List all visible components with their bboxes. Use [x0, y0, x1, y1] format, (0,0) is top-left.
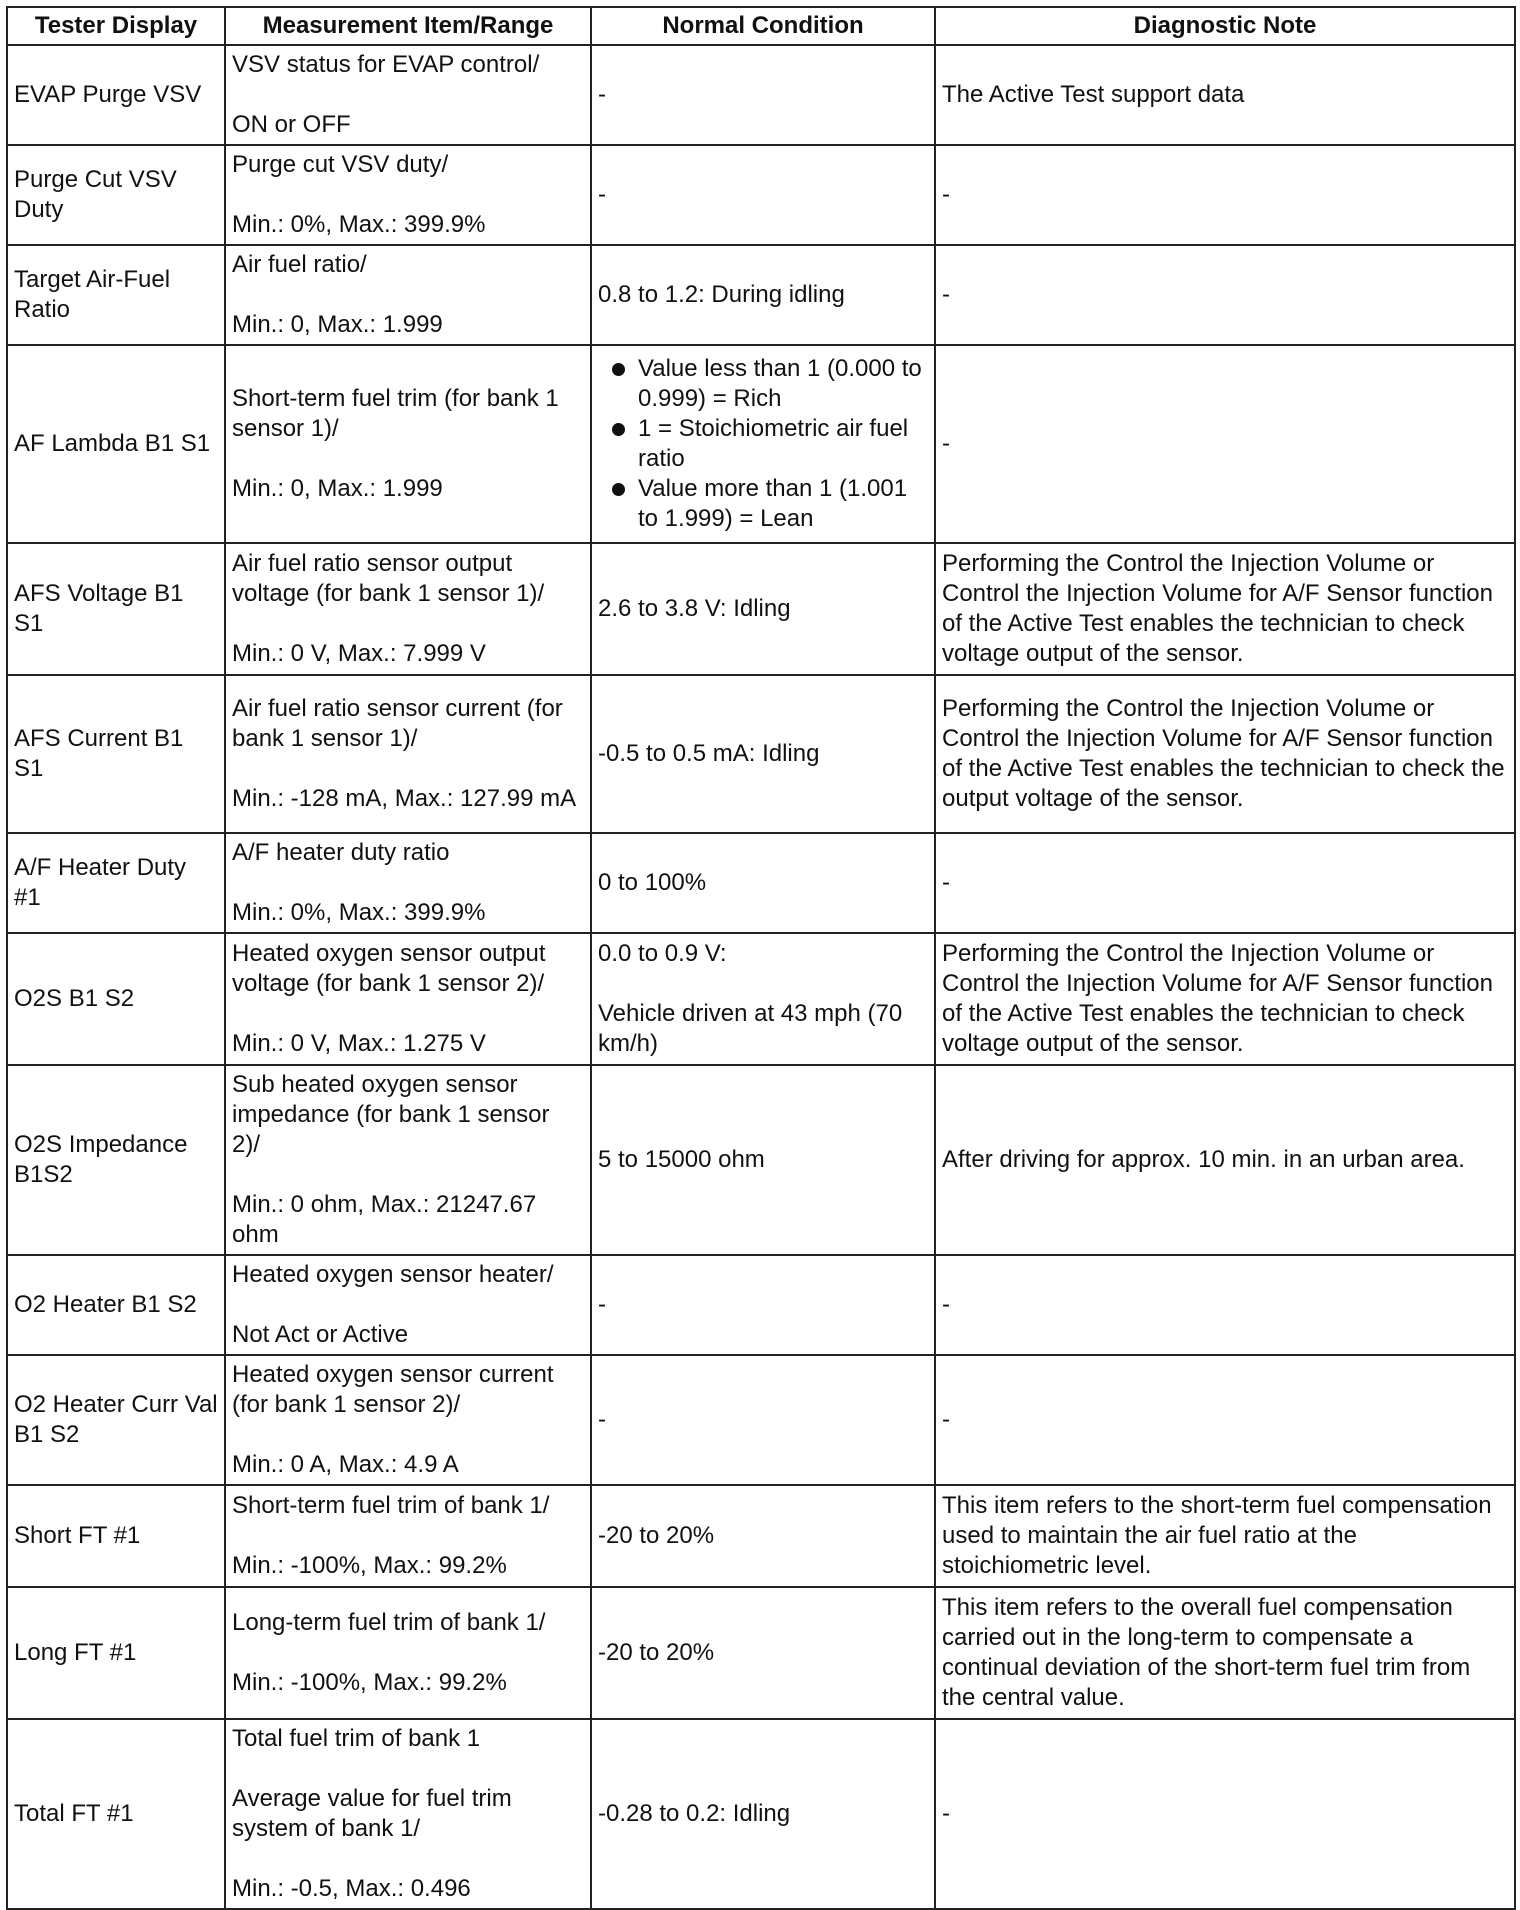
table-row [7, 675, 1515, 833]
tester-display-cell: Long FT #1 [7, 1587, 225, 1719]
tester-display-cell: Purge Cut VSV Duty [7, 145, 225, 245]
tester-display-cell: EVAP Purge VSV [7, 45, 225, 145]
diagnostic-note-cell: - [935, 1355, 1515, 1485]
measurement-line: ON or OFF [232, 111, 351, 138]
normal-condition-cell: -0.5 to 0.5 mA: Idling [591, 675, 935, 833]
normal-condition-cell: 0 to 100% [591, 833, 935, 933]
measurement-line: Min.: 0, Max.: 1.999 [232, 311, 443, 338]
tester-display-cell: Short FT #1 [7, 1485, 225, 1587]
normal-condition-cell: 2.6 to 3.8 V: Idling [591, 543, 935, 675]
table-row [7, 145, 1515, 245]
table-row [7, 543, 1515, 675]
data-list-table [6, 6, 1516, 1910]
condition-bullet-item: 1 = Stoichiometric air fuel ratio [598, 414, 928, 474]
measurement-cell [225, 245, 591, 345]
normal-condition-cell: - [591, 145, 935, 245]
header-normal-condition: Normal Condition [591, 7, 935, 45]
header-row [7, 7, 1515, 45]
measurement-line: Heated oxygen sensor output voltage (for bank 1 sensor 2)/ [232, 940, 546, 997]
measurement-line: Min.: 0 V, Max.: 1.275 V [232, 1030, 486, 1057]
measurement-cell [225, 543, 591, 675]
measurement-line: Min.: 0 ohm, Max.: 21247.67 ohm [232, 1191, 537, 1248]
tester-display-cell: O2S B1 S2 [7, 933, 225, 1065]
normal-condition-cell: - [591, 45, 935, 145]
measurement-line: Air fuel ratio sensor output voltage (for bank 1 sensor 1)/ [232, 550, 545, 607]
table-row [7, 1355, 1515, 1485]
measurement-line: Average value for fuel trim system of bank 1/ [232, 1785, 512, 1842]
normal-condition-cell: - [591, 1255, 935, 1355]
table-row [7, 1719, 1515, 1909]
table-row [7, 1255, 1515, 1355]
diagnostic-note-cell: - [935, 833, 1515, 933]
measurement-line: Not Act or Active [232, 1321, 409, 1348]
normal-condition-cell: -20 to 20% [591, 1587, 935, 1719]
measurement-line: Short-term fuel trim of bank 1/ [232, 1492, 550, 1519]
header-tester-display: Tester Display [7, 7, 225, 45]
measurement-line: Min.: 0 A, Max.: 4.9 A [232, 1451, 459, 1478]
tester-display-cell: Target Air-Fuel Ratio [7, 245, 225, 345]
measurement-line: Air fuel ratio sensor current (for bank 1 sensor 1)/ [232, 695, 563, 752]
measurement-line: Min.: -100%, Max.: 99.2% [232, 1552, 507, 1579]
measurement-cell [225, 145, 591, 245]
measurement-line: Sub heated oxygen sensor impedance (for bank 1 sensor 2)/ [232, 1071, 550, 1158]
measurement-cell [225, 345, 591, 543]
measurement-cell [225, 1065, 591, 1255]
diagnostic-note-cell: - [935, 345, 1515, 543]
diagnostic-note-cell: After driving for approx. 10 min. in an urban area. [935, 1065, 1515, 1255]
normal-condition-cell: -0.28 to 0.2: Idling [591, 1719, 935, 1909]
normal-condition-cell [591, 933, 935, 1065]
measurement-line: Min.: 0 V, Max.: 7.999 V [232, 640, 486, 667]
diagnostic-note-cell: Performing the Control the Injection Volume or Control the Injection Volume for A/F Sensor function of the Active Test enables the technician to check the output voltage of the sensor. [935, 675, 1515, 833]
tester-display-cell: AF Lambda B1 S1 [7, 345, 225, 543]
diagnostic-note-cell: - [935, 245, 1515, 345]
measurement-line: Min.: -100%, Max.: 99.2% [232, 1669, 507, 1696]
diagnostic-note-cell: - [935, 1719, 1515, 1909]
table-row [7, 833, 1515, 933]
measurement-line: Min.: 0%, Max.: 399.9% [232, 211, 486, 238]
table-row [7, 1065, 1515, 1255]
normal-condition-cell [591, 345, 935, 543]
table-row [7, 345, 1515, 543]
normal-condition-cell: 0.8 to 1.2: During idling [591, 245, 935, 345]
measurement-cell [225, 45, 591, 145]
measurement-cell [225, 675, 591, 833]
table-row [7, 933, 1515, 1065]
table-row [7, 1485, 1515, 1587]
table-row [7, 45, 1515, 145]
condition-line: 0.0 to 0.9 V: [598, 940, 727, 967]
measurement-line: Long-term fuel trim of bank 1/ [232, 1609, 546, 1636]
measurement-line: Min.: -128 mA, Max.: 127.99 mA [232, 785, 577, 812]
measurement-cell [225, 1719, 591, 1909]
measurement-cell [225, 1485, 591, 1587]
diagnostic-note-cell: Performing the Control the Injection Volume or Control the Injection Volume for A/F Sensor function of the Active Test enables the technician to check voltage output of the sensor. [935, 543, 1515, 675]
measurement-line: Total fuel trim of bank 1 [232, 1725, 481, 1752]
tester-display-cell: AFS Voltage B1 S1 [7, 543, 225, 675]
tester-display-cell: O2 Heater Curr Val B1 S2 [7, 1355, 225, 1485]
diagnostic-note-cell: The Active Test support data [935, 45, 1515, 145]
measurement-line: Heated oxygen sensor current (for bank 1 sensor 2)/ [232, 1361, 554, 1418]
measurement-line: Air fuel ratio/ [232, 251, 367, 278]
measurement-line: Min.: 0%, Max.: 399.9% [232, 899, 486, 926]
tester-display-cell: A/F Heater Duty #1 [7, 833, 225, 933]
tester-display-cell: O2S Impedance B1S2 [7, 1065, 225, 1255]
header-diagnostic-note: Diagnostic Note [935, 7, 1515, 45]
condition-bullet-list [598, 354, 928, 534]
diagnostic-note-cell: - [935, 1255, 1515, 1355]
condition-bullet-item: Value less than 1 (0.000 to 0.999) = Rich [598, 354, 928, 414]
measurement-line: Heated oxygen sensor heater/ [232, 1261, 554, 1288]
measurement-line: VSV status for EVAP control/ [232, 51, 540, 78]
measurement-line: Short-term fuel trim (for bank 1 sensor 1)/ [232, 385, 559, 442]
header-measurement-item: Measurement Item/Range [225, 7, 591, 45]
normal-condition-cell: 5 to 15000 ohm [591, 1065, 935, 1255]
condition-bullet-item: Value more than 1 (1.001 to 1.999) = Lean [598, 474, 928, 534]
diagnostic-note-cell: Performing the Control the Injection Volume or Control the Injection Volume for A/F Sensor function of the Active Test enables the technician to check voltage output of the sensor. [935, 933, 1515, 1065]
tester-display-cell: Total FT #1 [7, 1719, 225, 1909]
diagnostic-note-cell: - [935, 145, 1515, 245]
normal-condition-cell: -20 to 20% [591, 1485, 935, 1587]
tester-display-cell: O2 Heater B1 S2 [7, 1255, 225, 1355]
measurement-cell [225, 933, 591, 1065]
measurement-cell [225, 1587, 591, 1719]
condition-line: Vehicle driven at 43 mph (70 km/h) [598, 1000, 903, 1057]
measurement-line: Purge cut VSV duty/ [232, 151, 449, 178]
diagnostic-note-cell: This item refers to the short-term fuel compensation used to maintain the air fuel ratio at the stoichiometric level. [935, 1485, 1515, 1587]
tester-display-cell: AFS Current B1 S1 [7, 675, 225, 833]
measurement-line: Min.: 0, Max.: 1.999 [232, 475, 443, 502]
table-row [7, 1587, 1515, 1719]
measurement-cell [225, 1355, 591, 1485]
measurement-line: A/F heater duty ratio [232, 839, 450, 866]
measurement-cell [225, 1255, 591, 1355]
diagnostic-note-cell: This item refers to the overall fuel compensation carried out in the long-term to compensate a continual deviation of the short-term fuel trim from the central value. [935, 1587, 1515, 1719]
measurement-cell [225, 833, 591, 933]
measurement-line: Min.: -0.5, Max.: 0.496 [232, 1875, 471, 1902]
table-row [7, 245, 1515, 345]
normal-condition-cell: - [591, 1355, 935, 1485]
